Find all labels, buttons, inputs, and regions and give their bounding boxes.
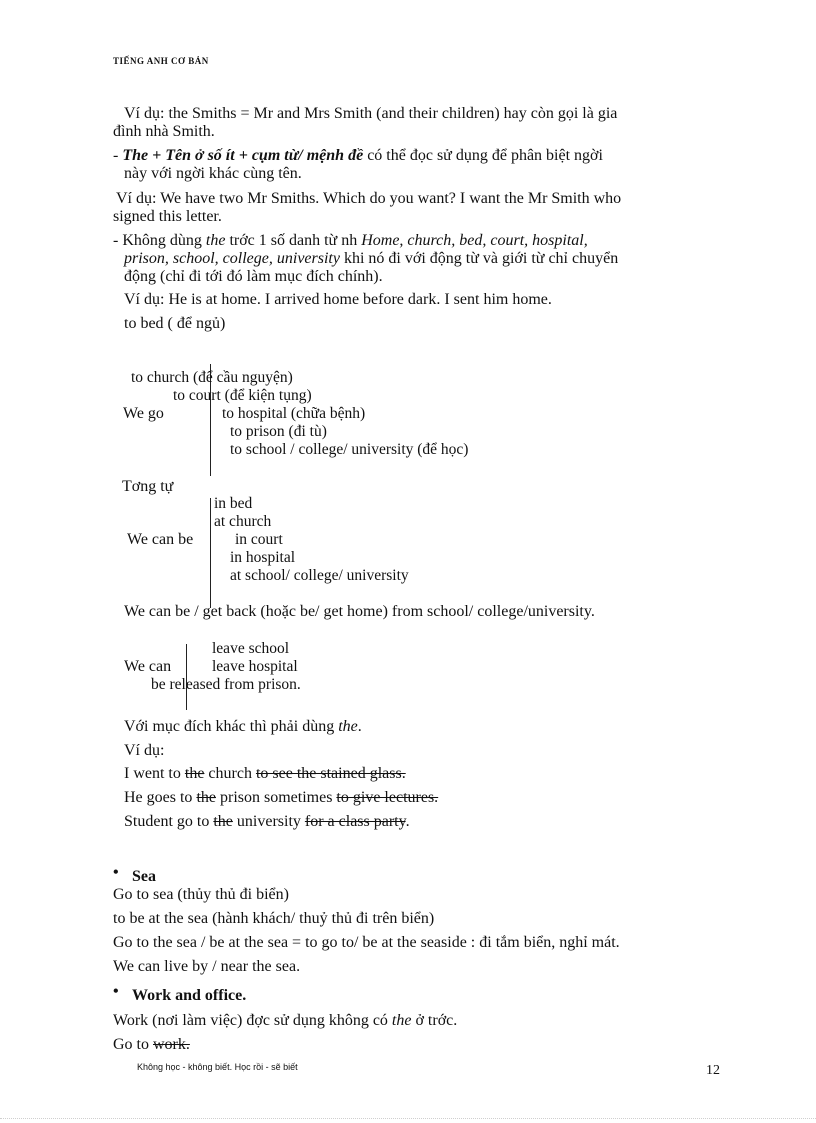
rule-formula: The + Tên ở số ít + cụm từ/ mệnh đề xyxy=(122,147,364,164)
page-number: 12 xyxy=(706,1063,720,1078)
group-label: We can be xyxy=(127,531,194,548)
list-item: leave school xyxy=(212,640,290,657)
list-item: to hospital (chữa bệnh) xyxy=(222,405,366,422)
list-item: at school/ college/ university xyxy=(230,567,409,584)
text-line: Go to work. xyxy=(113,1036,190,1053)
section-title: Work and office. xyxy=(132,987,247,1004)
page-border xyxy=(0,1118,816,1119)
rule-line: prison, school, college, university khi nó đi với động từ và giới từ chỉ chuyển xyxy=(124,250,619,267)
example-line: Ví dụ: He is at home. I arrived home before dark. I sent him home. xyxy=(124,291,552,308)
text-line: Go to the sea / be at the sea = to go to/ be at the seaside : đi tắm biển, nghỉ mát. xyxy=(113,934,620,951)
example-line: Ví dụ: We have two Mr Smiths. Which do you want? I want the Mr Smith who xyxy=(116,190,622,207)
list-item: to prison (đi tù) xyxy=(230,423,327,440)
rule-line xyxy=(113,147,603,165)
text-line: Tơng tự xyxy=(122,478,174,495)
footer-text: Không học - không biết. Học rồi - sẽ biết xyxy=(137,1062,298,1072)
section-title: Sea xyxy=(132,868,156,885)
bracket-line xyxy=(210,498,211,608)
list-item: be released from prison. xyxy=(151,676,301,693)
text-line: Ví dụ: xyxy=(124,742,165,759)
example-line: He goes to the prison sometimes to give lectures. xyxy=(124,789,439,806)
rule-line: động (chỉ đi tới đó làm mục đích chính). xyxy=(124,268,383,285)
group-label: We go xyxy=(123,405,164,422)
list-item: to court (để kiện tụng) xyxy=(173,387,312,404)
list-item: to church (để cầu nguyện) xyxy=(131,369,293,386)
list-item: leave hospital xyxy=(212,658,298,675)
list-item: in court xyxy=(235,531,283,548)
text-line: Với mục đích khác thì phải dùng the. xyxy=(124,718,362,735)
rule-line: - Không dùng the trớc 1 số danh từ nh Home, church, bed, court, hospital, xyxy=(113,232,588,249)
example-line: I went to the church to see the stained glass. xyxy=(124,765,406,782)
example-line: to bed ( để ngủ) xyxy=(124,315,226,332)
text-line: to be at the sea (hành khách/ thuỷ thủ đi trên biển) xyxy=(113,910,435,927)
list-item: to school / college/ university (để học) xyxy=(230,441,469,458)
text-line: We can be / get back (hoặc be/ get home) from school/ college/university. xyxy=(124,603,595,620)
rule-text: có thể đọc sử dụng để phân biệt ngời xyxy=(363,147,603,164)
example-line: Ví dụ: the Smiths = Mr and Mrs Smith (and their children) hay còn gọi là gia xyxy=(124,105,618,122)
group-label: We can xyxy=(124,658,172,675)
list-item: in bed xyxy=(214,495,253,512)
text-line: Go to sea (thủy thủ đi biển) xyxy=(113,886,289,903)
bullet-icon: • xyxy=(113,983,119,1000)
example-line: Student go to the university for a class party. xyxy=(124,813,410,830)
example-line: signed this letter. xyxy=(113,208,222,225)
bullet-icon: • xyxy=(113,864,119,881)
text-line: Work (nơi làm việc) đợc sử dụng không có the ở trớc. xyxy=(113,1012,458,1029)
text-line: We can live by / near the sea. xyxy=(113,958,301,975)
list-item: in hospital xyxy=(230,549,296,566)
list-item: at church xyxy=(214,513,272,530)
rule-line: này với ngời khác cùng tên. xyxy=(124,165,302,182)
example-line: đình nhà Smith. xyxy=(113,123,215,140)
running-header: TIẾNG ANH CƠ BẢN xyxy=(113,56,209,66)
dash: - xyxy=(113,147,123,164)
